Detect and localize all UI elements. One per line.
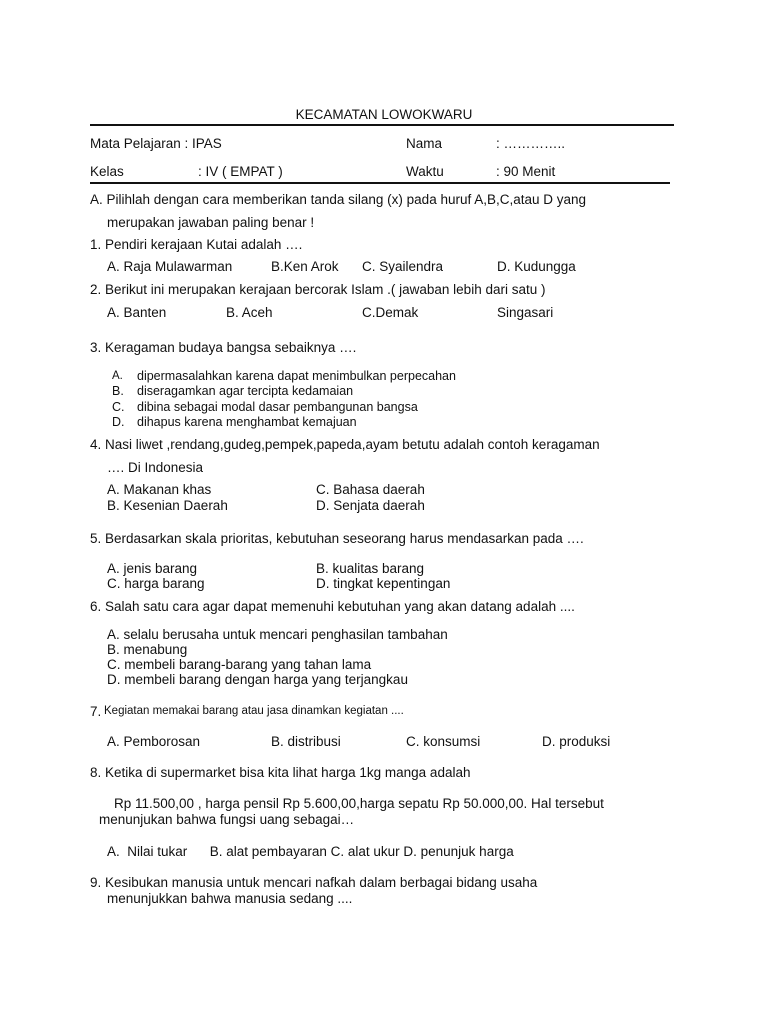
q3-option-a: dipermasalahkan karena dapat menimbulkan perpecahan [137, 369, 456, 383]
q1-option-b: B.Ken Arok [271, 259, 339, 274]
q3-letter-d: D. [112, 415, 125, 429]
question-9-line-2: menunjukkan bahwa manusia sedang .... [107, 891, 353, 906]
q2-option-c: C.Demak [362, 305, 419, 320]
time-label: Waktu [406, 164, 444, 179]
header-divider-bottom [90, 182, 670, 184]
class-label: Kelas [90, 164, 124, 179]
q6-option-c: C. membeli barang-barang yang tahan lama [107, 657, 372, 672]
time-value: : 90 Menit [496, 164, 556, 179]
subject-label: Mata Pelajaran : IPAS [90, 136, 222, 151]
q4-option-d: D. Senjata daerah [316, 498, 425, 513]
q8-options: A. Nilai tukar B. alat pembayaran C. alat ukur D. penunjuk harga [107, 844, 514, 859]
q5-option-c: C. harga barang [107, 576, 205, 591]
q1-option-d: D. Kudungga [497, 259, 576, 274]
q7-option-d: D. produksi [542, 734, 611, 749]
question-8-line-1: 8. Ketika di supermarket bisa kita lihat harga 1kg manga adalah [90, 765, 471, 780]
question-4-line-2: …. Di Indonesia [107, 460, 204, 475]
instruction-line-1: A. Pilihlah dengan cara memberikan tanda silang (x) pada huruf A,B,C,atau D yang [90, 192, 587, 207]
question-7-number: 7. [90, 704, 102, 719]
name-label: Nama [406, 136, 443, 151]
question-2: 2. Berikut ini merupakan kerajaan bercorak Islam .( jawaban lebih dari satu ) [90, 282, 546, 297]
instruction-line-2: merupakan jawaban paling benar ! [107, 215, 315, 230]
q7-option-a: A. Pemborosan [107, 734, 201, 749]
q3-option-c: dibina sebagai modal dasar pembangunan bangsa [137, 400, 418, 414]
q3-letter-c: C. [112, 400, 125, 414]
q4-option-c: C. Bahasa daerah [316, 482, 425, 497]
q6-option-d: D. membeli barang dengan harga yang terjangkau [107, 672, 408, 687]
page-title: KECAMATAN LOWOKWARU [295, 107, 473, 122]
class-value: : IV ( EMPAT ) [198, 164, 283, 179]
q3-letter-b: B. [112, 384, 124, 398]
q3-option-d: dihapus karena menghambat kemajuan [137, 415, 357, 429]
q3-option-b: diseragamkan agar tercipta kedamaian [137, 384, 354, 398]
name-value: : ………….. [496, 136, 566, 151]
question-1: 1. Pendiri kerajaan Kutai adalah …. [90, 237, 303, 252]
q5-option-b: B. kualitas barang [316, 561, 425, 576]
q5-option-d: D. tingkat kepentingan [316, 576, 451, 591]
q2-option-b: B. Aceh [226, 305, 273, 320]
q7-option-b: B. distribusi [271, 734, 341, 749]
q3-letter-a: A. [112, 370, 123, 382]
q4-option-a: A. Makanan khas [107, 482, 212, 497]
question-3: 3. Keragaman budaya bangsa sebaiknya …. [90, 340, 357, 355]
q6-option-b: B. menabung [107, 642, 188, 657]
q1-option-a: A. Raja Mulawarman [107, 259, 233, 274]
question-9-line-1: 9. Kesibukan manusia untuk mencari nafkah dalam berbagai bidang usaha [90, 875, 538, 890]
question-8-line-3: menunjukan bahwa fungsi uang sebagai… [99, 812, 355, 827]
question-6: 6. Salah satu cara agar dapat memenuhi kebutuhan yang akan datang adalah .... [90, 599, 575, 614]
q4-option-b: B. Kesenian Daerah [107, 498, 228, 513]
q1-option-c: C. Syailendra [362, 259, 444, 274]
header-divider-top [90, 124, 674, 126]
q7-option-c: C. konsumsi [406, 734, 481, 749]
q5-option-a: A. jenis barang [107, 561, 198, 576]
q2-option-a: A. Banten [107, 305, 167, 320]
q2-option-d: Singasari [497, 305, 554, 320]
question-8-line-2: Rp 11.500,00 , harga pensil Rp 5.600,00,harga sepatu Rp 50.000,00. Hal tersebut [114, 796, 604, 811]
question-7: Kegiatan memakai barang atau jasa dinamkan kegiatan .... [104, 705, 404, 717]
q6-option-a: A. selalu berusaha untuk mencari penghasilan tambahan [107, 627, 448, 642]
question-4-line-1: 4. Nasi liwet ,rendang,gudeg,pempek,papeda,ayam betutu adalah contoh keragaman [90, 437, 600, 452]
question-5: 5. Berdasarkan skala prioritas, kebutuhan seseorang harus mendasarkan pada …. [90, 531, 584, 546]
